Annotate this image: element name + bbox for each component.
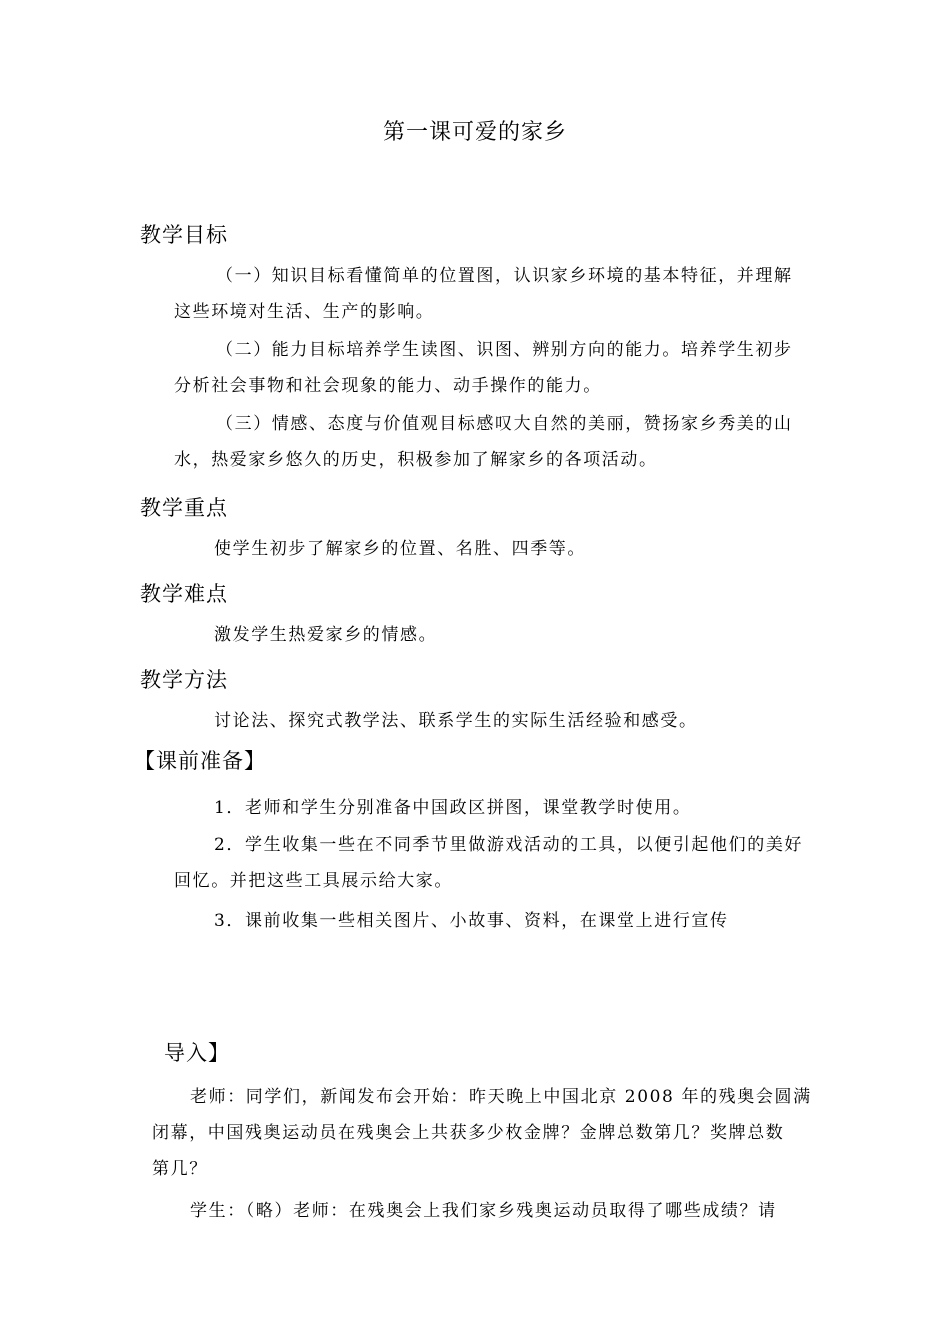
goal-item-1 — [174, 258, 793, 330]
intro-paragraph-1-line-1: 老师：同学们，新闻发布会开始：昨天晚上中国北京 2008 年的残奥会圆满 — [190, 1087, 812, 1107]
goal-item-2 — [174, 332, 793, 404]
goal-item-1-line-1: （一）知识目标看懂简单的位置图，认识家乡环境的基本特征，并理解 — [216, 266, 793, 286]
preparation-item-3-line-1: 3．课前收集一些相关图片、小故事、资料，在课堂上进行宣传 — [214, 911, 729, 931]
page-title: 第一课可爱的家乡 — [382, 120, 567, 145]
intro-paragraph-1-line-3: 第几？ — [152, 1159, 208, 1179]
goal-item-2-line-1: （二）能力目标培养学生读图、识图、辨别方向的能力。培养学生初步 — [216, 340, 793, 360]
preparation-heading: 【课前准备】 — [134, 749, 266, 773]
intro-heading: 导入】 — [164, 1041, 230, 1065]
difficulties-text: 激发学生热爱家乡的情感。 — [214, 625, 438, 645]
preparation-item-2-line-2: 回忆。并把这些工具展示给大家。 — [174, 871, 453, 891]
difficulties-heading: 教学难点 — [140, 582, 228, 606]
intro-paragraph-2 — [152, 1193, 777, 1229]
goal-item-3 — [174, 406, 793, 478]
intro-paragraph-1 — [152, 1079, 812, 1187]
preparation-item-1 — [174, 790, 691, 826]
methods-text: 讨论法、探究式教学法、联系学生的实际生活经验和感受。 — [214, 711, 698, 731]
preparation-item-3 — [174, 903, 729, 939]
preparation-item-2 — [174, 827, 803, 899]
key-points-text: 使学生初步了解家乡的位置、名胜、四季等。 — [214, 539, 586, 559]
preparation-item-2-line-1: 2．学生收集一些在不同季节里做游戏活动的工具，以便引起他们的美好 — [214, 835, 804, 855]
preparation-item-1-line-1: 1．老师和学生分别准备中国政区拼图，课堂教学时使用。 — [214, 798, 692, 818]
goal-item-3-line-2: 水，热爱家乡悠久的历史，积极参加了解家乡的各项活动。 — [174, 450, 658, 470]
intro-paragraph-2-line-1: 学生：（略）老师：在残奥会上我们家乡残奥运动员取得了哪些成绩？请 — [190, 1201, 777, 1221]
key-points-heading: 教学重点 — [140, 496, 228, 520]
goal-item-3-line-1: （三）情感、态度与价值观目标感叹大自然的美丽，赞扬家乡秀美的山 — [216, 414, 793, 434]
methods-heading: 教学方法 — [140, 668, 228, 692]
goals-heading: 教学目标 — [140, 223, 228, 247]
goal-item-1-line-2: 这些环境对生活、生产的影响。 — [174, 302, 435, 322]
goal-item-2-line-2: 分析社会事物和社会现象的能力、动手操作的能力。 — [174, 376, 602, 396]
intro-paragraph-1-line-2: 闭幕，中国残奥运动员在残奥会上共获多少枚金牌？金牌总数第几？奖牌总数 — [152, 1123, 785, 1143]
